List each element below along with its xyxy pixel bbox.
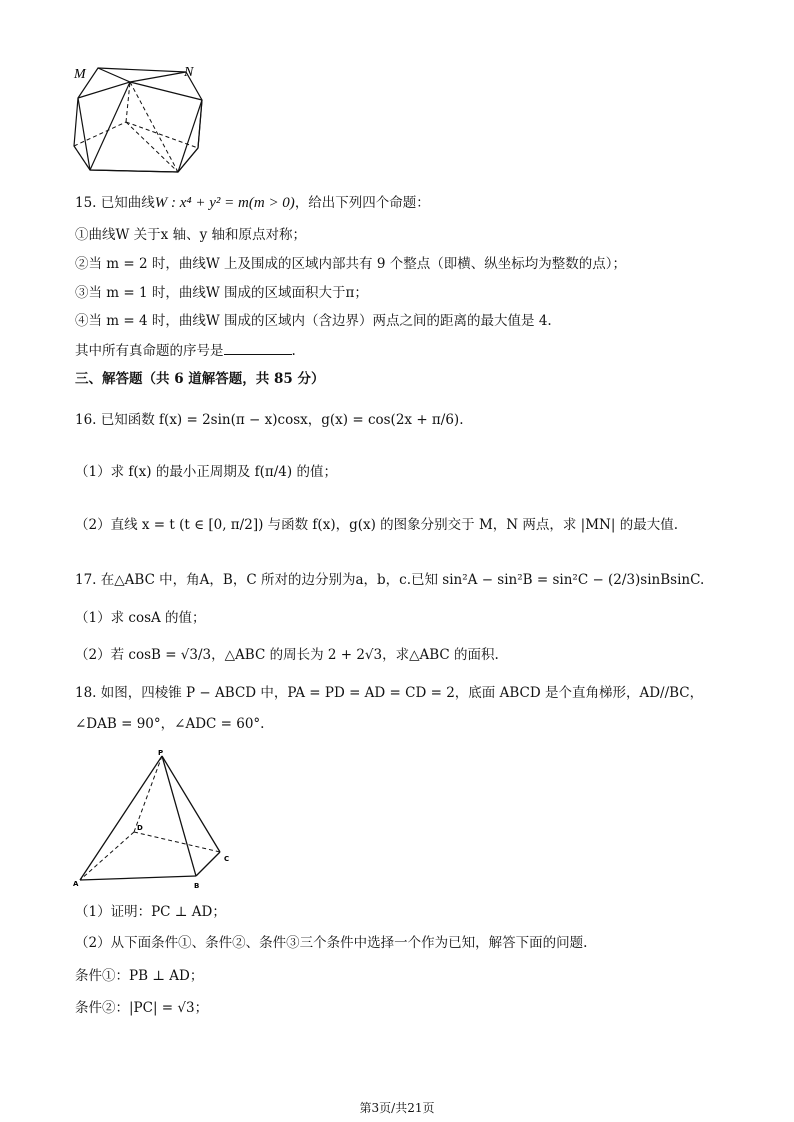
q15-proposition-3: ③当 m = 1 时，曲线W 围成的区域面积大于π； [75, 285, 368, 301]
label-a: A [73, 880, 79, 888]
q18-sub1: （1）证明：PC ⊥ AD； [75, 904, 226, 920]
q17-sub1: （1）求 cosA 的值； [75, 610, 206, 626]
q15-intro-b: ，给出下列四个命题： [294, 195, 430, 211]
polyhedron-figure [70, 62, 220, 182]
q16-stem: 16. 已知函数 f(x) = 2sin(π − x)cosx，g(x) = cos(2x + π/6). [75, 412, 464, 428]
q17-sub2: （2）若 cosB = √3/3，△ABC 的周长为 2 + 2√3，求△ABC 的面积. [75, 647, 499, 663]
q18-sub2: （2）从下面条件①、条件②、条件③三个条件中选择一个作为已知，解答下面的问题. [75, 935, 588, 951]
q16-sub1: （1）求 f(x) 的最小正周期及 f(π/4) 的值； [75, 464, 337, 480]
q15-intro: 15. 已知曲线 [75, 195, 155, 211]
q18-condition-1: 条件①：PB ⊥ AD； [75, 968, 204, 984]
q15-ask-text: 其中所有真命题的序号是 [75, 343, 224, 359]
q15-proposition-1: ①曲线W 关于x 轴、y 轴和原点对称； [75, 227, 306, 243]
label-b: B [194, 882, 200, 890]
q15-proposition-4: ④当 m = 4 时，曲线W 围成的区域内（含边界）两点之间的距离的最大值是 4. [75, 313, 552, 329]
answer-blank[interactable] [224, 340, 292, 355]
q15-proposition-2: ②当 m = 2 时，曲线W 上及围成的区域内部共有 9 个整点（即横、纵坐标均为整数的点）； [75, 256, 626, 272]
label-m: M [74, 67, 86, 82]
q18-stem: 18. 如图，四棱锥 P − ABCD 中，PA = PD = AD = CD = 2，底面 ABCD 是个直角梯形，AD//BC， [75, 685, 704, 701]
label-p: P [158, 749, 164, 757]
q17-stem: 17. 在△ABC 中，角A，B，C 所对的边分别为a，b，c.已知 sin²A − sin²B = sin²C − (2/3)sinBsinC. [75, 572, 705, 588]
q18-condition-2: 条件②：|PC| = √3； [75, 1000, 209, 1016]
label-n: N [184, 65, 194, 80]
q15-stem [75, 193, 430, 213]
q15-ask: 其中所有真命题的序号是 . [75, 340, 296, 361]
page-footer: 第3页/共21页 [359, 1101, 435, 1115]
section-title: 三、解答题（共 6 道解答题，共 85 分） [75, 371, 325, 387]
q15-equation: W : x⁴ + y² = m(m > 0) [154, 195, 295, 211]
pyramid-figure [70, 748, 240, 893]
q16-sub2: （2）直线 x = t (t ∈ [0, π/2]) 与函数 f(x)，g(x) 的图象分别交于 M，N 两点，求 |MN| 的最大值. [75, 517, 678, 533]
label-c: C [224, 855, 230, 863]
q18-stem-2: ∠DAB = 90°，∠ADC = 60°. [75, 716, 265, 732]
label-d: D [137, 824, 143, 832]
